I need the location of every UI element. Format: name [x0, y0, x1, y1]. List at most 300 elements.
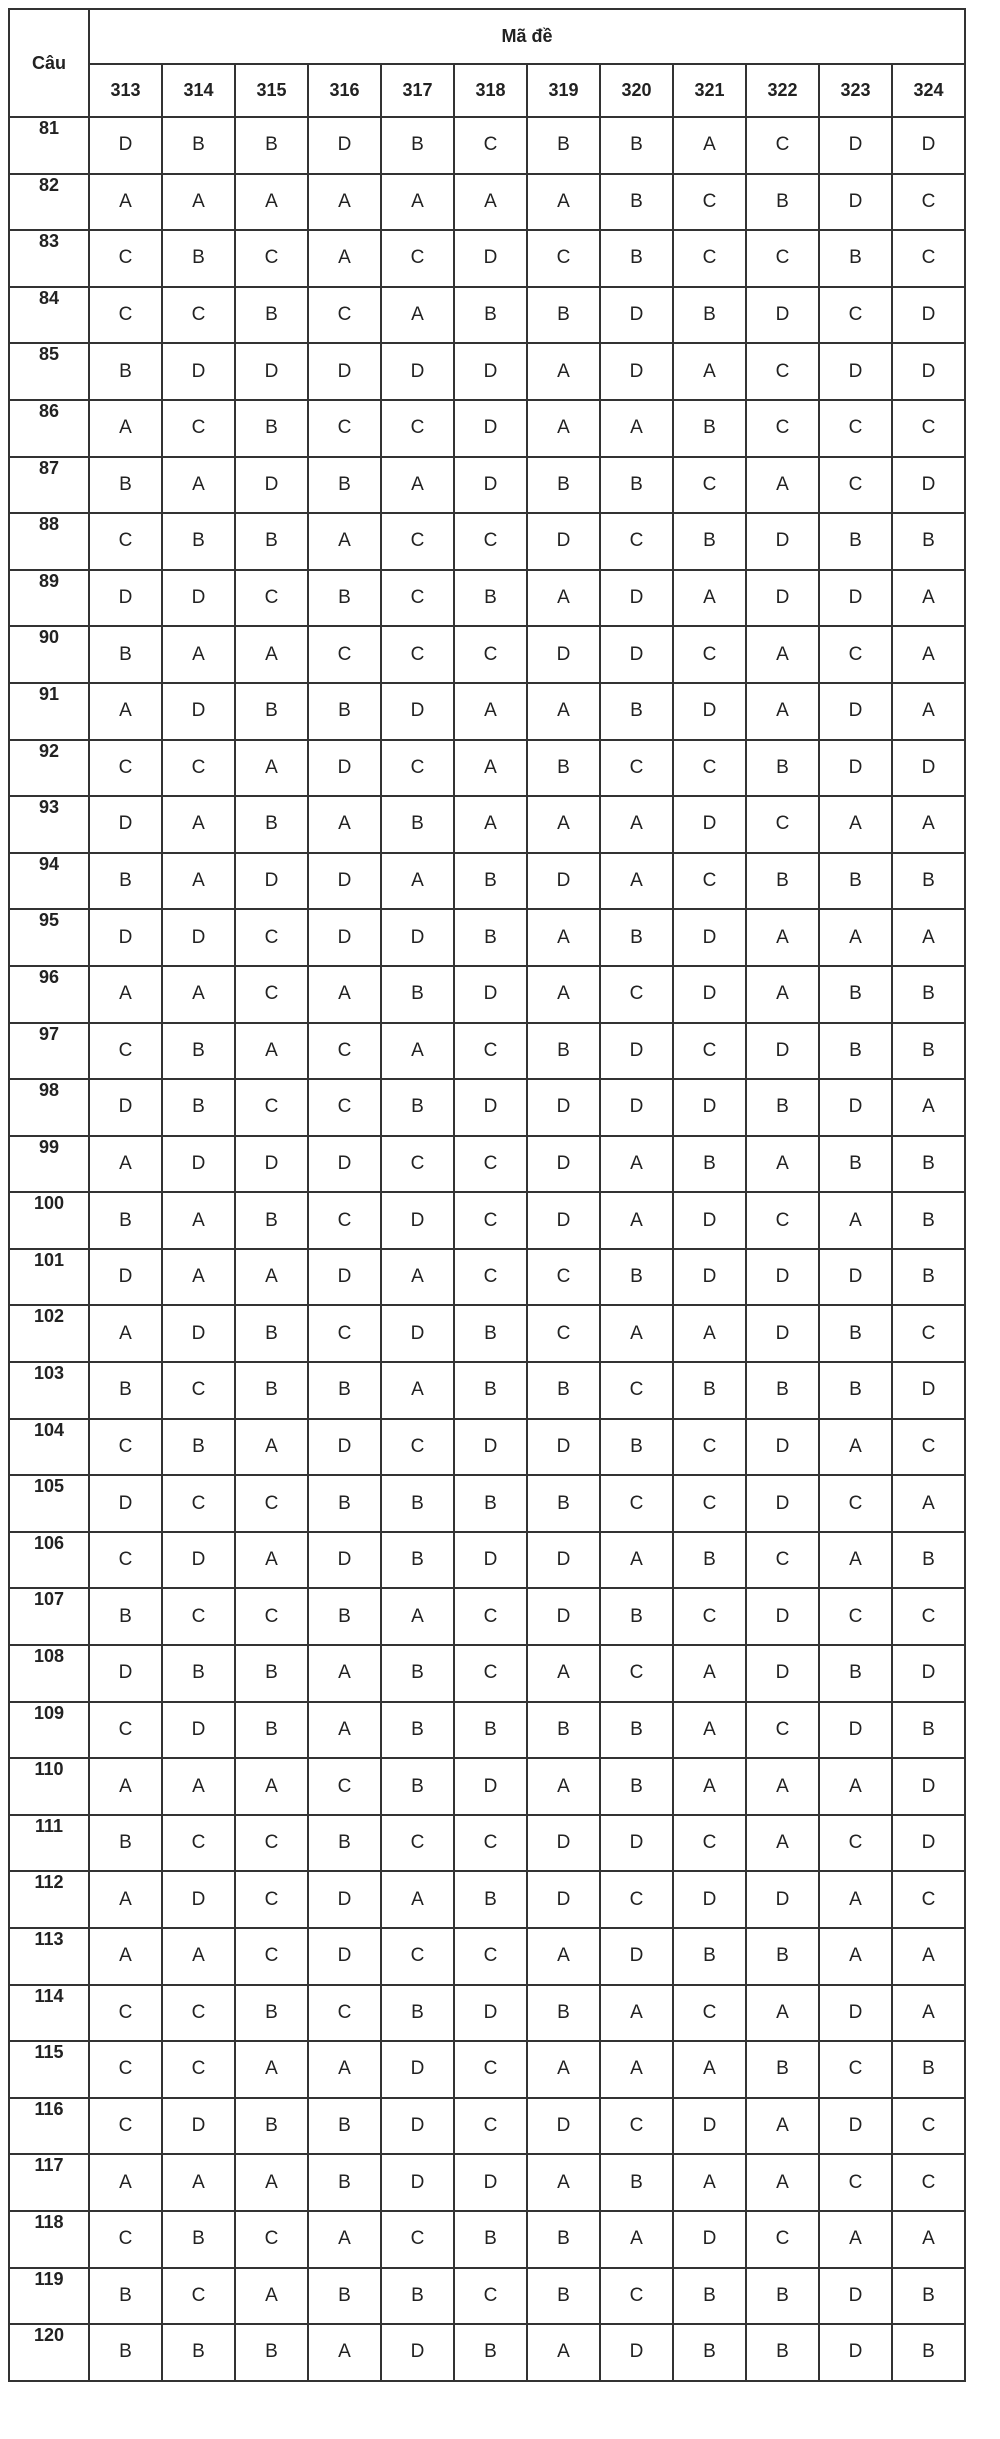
answer-cell: A [673, 1645, 746, 1702]
answer-cell: B [454, 570, 527, 627]
answer-cell: C [746, 1532, 819, 1589]
answer-cell: D [892, 1645, 965, 1702]
answer-cell: B [308, 1475, 381, 1532]
answer-cell: B [600, 1702, 673, 1759]
answer-cell: A [892, 1985, 965, 2042]
answer-cell: A [89, 1305, 162, 1362]
answer-cell: A [381, 853, 454, 910]
answer-cell: B [235, 400, 308, 457]
answer-cell: B [892, 1249, 965, 1306]
answer-cell: D [600, 343, 673, 400]
answer-cell: C [746, 400, 819, 457]
answer-cell: D [308, 1928, 381, 1985]
answer-cell: B [89, 1192, 162, 1249]
answer-cell: C [673, 1419, 746, 1476]
answer-cell: D [308, 343, 381, 400]
answer-cell: B [527, 1702, 600, 1759]
answer-cell: D [527, 1588, 600, 1645]
table-row [9, 400, 965, 457]
question-number: 112 [9, 1871, 89, 1928]
answer-cell: B [892, 1532, 965, 1589]
answer-cell: A [673, 1305, 746, 1362]
answer-cell: B [892, 2041, 965, 2098]
answer-cell: B [892, 2268, 965, 2325]
table-row [9, 513, 965, 570]
answer-cell: D [381, 2098, 454, 2155]
answer-cell: C [162, 1362, 235, 1419]
answer-cell: B [89, 1362, 162, 1419]
answer-cell: A [600, 796, 673, 853]
answer-cell: A [673, 117, 746, 174]
answer-cell: C [746, 343, 819, 400]
answer-cell: B [162, 513, 235, 570]
answer-cell: A [673, 1702, 746, 1759]
answer-cell: D [673, 796, 746, 853]
table-row [9, 683, 965, 740]
answer-cell: B [235, 1192, 308, 1249]
answer-cell: B [527, 457, 600, 514]
answer-cell: C [819, 2041, 892, 2098]
answer-cell: A [819, 1192, 892, 1249]
answer-cell: B [600, 1758, 673, 1815]
answer-cell: A [89, 966, 162, 1023]
question-number: 93 [9, 796, 89, 853]
answer-cell: A [308, 2211, 381, 2268]
exam-code-row [9, 64, 965, 118]
answer-cell: B [600, 909, 673, 966]
question-number: 102 [9, 1305, 89, 1362]
exam-code-324: 324 [892, 64, 965, 118]
answer-cell: B [454, 2324, 527, 2381]
answer-cell: D [527, 513, 600, 570]
answer-cell: B [892, 1136, 965, 1193]
answer-cell: D [308, 909, 381, 966]
answer-cell: D [381, 1305, 454, 1362]
answer-cell: D [892, 740, 965, 797]
exam-code-header: Mã đề [89, 9, 965, 64]
answer-cell: A [746, 683, 819, 740]
answer-cell: D [308, 1419, 381, 1476]
answer-cell: B [89, 1588, 162, 1645]
answer-cell: B [235, 1702, 308, 1759]
table-row [9, 287, 965, 344]
answer-cell: D [454, 2154, 527, 2211]
answer-cell: C [454, 117, 527, 174]
answer-cell: B [162, 1645, 235, 1702]
answer-cell: C [89, 287, 162, 344]
answer-cell: A [308, 174, 381, 231]
question-number: 108 [9, 1645, 89, 1702]
answer-cell: A [673, 1758, 746, 1815]
table-row [9, 1362, 965, 1419]
answer-cell: C [381, 1928, 454, 1985]
answer-cell: B [235, 2324, 308, 2381]
answer-cell: C [819, 2154, 892, 2211]
answer-cell: B [162, 1419, 235, 1476]
answer-cell: B [746, 740, 819, 797]
table-row [9, 966, 965, 1023]
answer-key-container [8, 8, 966, 2382]
answer-cell: D [381, 909, 454, 966]
answer-cell: A [527, 174, 600, 231]
answer-cell: A [673, 570, 746, 627]
answer-cell: B [381, 2268, 454, 2325]
answer-cell: B [892, 2324, 965, 2381]
answer-cell: B [527, 2268, 600, 2325]
answer-cell: C [381, 400, 454, 457]
answer-cell: C [892, 2098, 965, 2155]
answer-cell: C [527, 1305, 600, 1362]
answer-cell: A [746, 909, 819, 966]
answer-cell: B [381, 1702, 454, 1759]
question-number: 84 [9, 287, 89, 344]
answer-cell: D [892, 457, 965, 514]
answer-cell: A [673, 2154, 746, 2211]
question-number: 114 [9, 1985, 89, 2042]
answer-cell: C [600, 1362, 673, 1419]
answer-cell: A [527, 966, 600, 1023]
answer-cell: B [454, 909, 527, 966]
answer-cell: C [892, 1305, 965, 1362]
answer-cell: B [819, 853, 892, 910]
table-row [9, 1419, 965, 1476]
answer-cell: A [527, 570, 600, 627]
answer-cell: D [89, 117, 162, 174]
answer-rows [9, 117, 965, 2381]
answer-cell: D [454, 1758, 527, 1815]
answer-cell: C [162, 1588, 235, 1645]
answer-cell: D [527, 1532, 600, 1589]
answer-cell: C [527, 230, 600, 287]
answer-cell: C [162, 287, 235, 344]
table-row [9, 1532, 965, 1589]
answer-cell: D [454, 966, 527, 1023]
answer-cell: D [673, 966, 746, 1023]
answer-cell: A [746, 626, 819, 683]
answer-cell: B [819, 1136, 892, 1193]
answer-cell: C [381, 2211, 454, 2268]
answer-cell: C [162, 2268, 235, 2325]
answer-cell: D [892, 287, 965, 344]
answer-cell: A [89, 174, 162, 231]
exam-code-322: 322 [746, 64, 819, 118]
answer-cell: B [600, 1419, 673, 1476]
answer-cell: C [89, 2211, 162, 2268]
answer-cell: D [600, 1815, 673, 1872]
answer-cell: B [308, 683, 381, 740]
table-row [9, 2041, 965, 2098]
table-row [9, 1645, 965, 1702]
answer-cell: A [162, 853, 235, 910]
answer-cell: C [308, 1079, 381, 1136]
answer-cell: C [381, 230, 454, 287]
answer-cell: C [308, 287, 381, 344]
answer-cell: B [235, 796, 308, 853]
question-number: 91 [9, 683, 89, 740]
answer-cell: A [819, 1871, 892, 1928]
answer-cell: D [600, 287, 673, 344]
answer-cell: C [308, 1985, 381, 2042]
answer-cell: B [819, 230, 892, 287]
answer-cell: B [89, 626, 162, 683]
answer-cell: A [746, 1758, 819, 1815]
question-number: 101 [9, 1249, 89, 1306]
question-number: 106 [9, 1532, 89, 1589]
answer-cell: D [600, 2324, 673, 2381]
answer-cell: D [162, 909, 235, 966]
exam-code-320: 320 [600, 64, 673, 118]
answer-cell: B [235, 2098, 308, 2155]
answer-cell: C [819, 1475, 892, 1532]
answer-cell: A [819, 1419, 892, 1476]
answer-cell: B [381, 117, 454, 174]
answer-cell: B [89, 343, 162, 400]
answer-cell: C [746, 1192, 819, 1249]
answer-cell: A [308, 966, 381, 1023]
answer-cell: C [673, 1985, 746, 2042]
answer-cell: C [527, 1249, 600, 1306]
table-row [9, 1871, 965, 1928]
answer-cell: C [673, 1023, 746, 1080]
answer-cell: B [162, 230, 235, 287]
answer-cell: A [819, 909, 892, 966]
answer-cell: A [89, 400, 162, 457]
table-row [9, 1192, 965, 1249]
answer-cell: B [673, 2268, 746, 2325]
answer-cell: A [746, 1815, 819, 1872]
answer-cell: C [308, 1192, 381, 1249]
answer-cell: D [527, 1815, 600, 1872]
answer-cell: A [600, 853, 673, 910]
answer-cell: A [673, 343, 746, 400]
answer-cell: A [89, 1136, 162, 1193]
answer-cell: A [381, 457, 454, 514]
answer-cell: C [454, 2098, 527, 2155]
answer-key-table [8, 8, 966, 2382]
answer-cell: C [892, 1588, 965, 1645]
answer-cell: D [308, 1532, 381, 1589]
answer-cell: B [527, 1985, 600, 2042]
answer-cell: A [381, 1362, 454, 1419]
answer-cell: D [527, 853, 600, 910]
answer-cell: A [527, 400, 600, 457]
answer-cell: D [162, 683, 235, 740]
exam-code-317: 317 [381, 64, 454, 118]
answer-cell: C [381, 1419, 454, 1476]
answer-cell: B [308, 570, 381, 627]
answer-cell: C [892, 2154, 965, 2211]
answer-cell: D [308, 1871, 381, 1928]
answer-cell: B [819, 1362, 892, 1419]
answer-cell: B [162, 2324, 235, 2381]
answer-cell: A [819, 1758, 892, 1815]
question-column-header: Câu [9, 9, 89, 117]
answer-cell: D [746, 513, 819, 570]
answer-cell: D [235, 1136, 308, 1193]
answer-cell: D [673, 909, 746, 966]
answer-cell: A [235, 1419, 308, 1476]
answer-cell: B [673, 513, 746, 570]
answer-cell: D [600, 1079, 673, 1136]
answer-cell: D [381, 2041, 454, 2098]
answer-cell: C [673, 740, 746, 797]
answer-cell: A [892, 1475, 965, 1532]
answer-cell: D [746, 1475, 819, 1532]
answer-cell: D [162, 2098, 235, 2155]
question-number: 86 [9, 400, 89, 457]
answer-cell: A [89, 683, 162, 740]
answer-cell: B [673, 287, 746, 344]
answer-cell: A [746, 1136, 819, 1193]
answer-cell: D [527, 1419, 600, 1476]
answer-cell: B [746, 2268, 819, 2325]
question-number: 87 [9, 457, 89, 514]
answer-cell: A [235, 626, 308, 683]
answer-cell: D [673, 1871, 746, 1928]
answer-cell: D [673, 2098, 746, 2155]
answer-cell: A [892, 796, 965, 853]
question-number: 109 [9, 1702, 89, 1759]
question-number: 110 [9, 1758, 89, 1815]
table-row [9, 2154, 965, 2211]
answer-cell: A [308, 2041, 381, 2098]
answer-cell: C [454, 1192, 527, 1249]
answer-cell: C [600, 740, 673, 797]
answer-cell: C [89, 1702, 162, 1759]
answer-cell: A [162, 457, 235, 514]
answer-cell: B [673, 400, 746, 457]
answer-cell: A [600, 2041, 673, 2098]
answer-cell: D [819, 343, 892, 400]
answer-cell: D [819, 1985, 892, 2042]
table-row [9, 2268, 965, 2325]
answer-cell: B [746, 1928, 819, 1985]
answer-cell: A [235, 740, 308, 797]
question-number: 105 [9, 1475, 89, 1532]
answer-cell: B [308, 1588, 381, 1645]
answer-cell: A [527, 683, 600, 740]
question-number: 107 [9, 1588, 89, 1645]
answer-cell: D [162, 1702, 235, 1759]
answer-cell: D [527, 2098, 600, 2155]
answer-cell: A [892, 626, 965, 683]
answer-cell: C [235, 1871, 308, 1928]
answer-cell: A [600, 1532, 673, 1589]
answer-cell: C [381, 740, 454, 797]
table-row [9, 1985, 965, 2042]
question-number: 100 [9, 1192, 89, 1249]
answer-cell: C [892, 174, 965, 231]
answer-cell: D [892, 343, 965, 400]
table-row [9, 457, 965, 514]
answer-cell: C [673, 853, 746, 910]
answer-cell: B [235, 1362, 308, 1419]
answer-cell: A [600, 1192, 673, 1249]
answer-cell: A [162, 174, 235, 231]
table-row [9, 174, 965, 231]
answer-cell: B [527, 740, 600, 797]
answer-cell: C [162, 400, 235, 457]
answer-cell: C [673, 230, 746, 287]
answer-cell: B [381, 1475, 454, 1532]
question-number: 103 [9, 1362, 89, 1419]
answer-cell: D [746, 1588, 819, 1645]
exam-code-315: 315 [235, 64, 308, 118]
answer-cell: B [892, 853, 965, 910]
answer-cell: D [162, 570, 235, 627]
answer-cell: D [162, 1871, 235, 1928]
exam-code-321: 321 [673, 64, 746, 118]
answer-cell: B [600, 230, 673, 287]
answer-cell: B [454, 1702, 527, 1759]
answer-cell: B [673, 2324, 746, 2381]
answer-cell: D [892, 1815, 965, 1872]
answer-cell: A [454, 174, 527, 231]
answer-cell: C [673, 174, 746, 231]
table-row [9, 909, 965, 966]
answer-cell: D [454, 1079, 527, 1136]
answer-cell: B [600, 457, 673, 514]
answer-cell: C [819, 1815, 892, 1872]
answer-cell: C [746, 1702, 819, 1759]
table-row [9, 343, 965, 400]
answer-cell: C [89, 740, 162, 797]
answer-cell: D [162, 1136, 235, 1193]
table-row [9, 1758, 965, 1815]
answer-cell: C [819, 457, 892, 514]
answer-cell: C [819, 626, 892, 683]
answer-cell: B [162, 117, 235, 174]
answer-cell: C [454, 2268, 527, 2325]
answer-cell: C [381, 513, 454, 570]
answer-cell: A [235, 2041, 308, 2098]
table-row [9, 117, 965, 174]
answer-cell: A [162, 2154, 235, 2211]
answer-cell: D [746, 1419, 819, 1476]
answer-cell: C [89, 1532, 162, 1589]
answer-cell: C [454, 1023, 527, 1080]
answer-cell: D [454, 230, 527, 287]
answer-cell: B [235, 513, 308, 570]
answer-cell: D [819, 740, 892, 797]
answer-cell: D [746, 1871, 819, 1928]
answer-cell: B [308, 2154, 381, 2211]
answer-cell: C [235, 570, 308, 627]
answer-cell: A [89, 2154, 162, 2211]
answer-cell: A [746, 2154, 819, 2211]
answer-cell: A [308, 796, 381, 853]
answer-cell: C [746, 2211, 819, 2268]
answer-cell: C [673, 626, 746, 683]
answer-cell: B [600, 117, 673, 174]
answer-cell: A [527, 796, 600, 853]
answer-cell: A [892, 1079, 965, 1136]
answer-cell: B [746, 1362, 819, 1419]
answer-cell: C [89, 2098, 162, 2155]
exam-code-316: 316 [308, 64, 381, 118]
answer-cell: B [746, 853, 819, 910]
answer-cell: C [673, 1588, 746, 1645]
answer-cell: D [819, 174, 892, 231]
answer-cell: B [527, 2211, 600, 2268]
answer-cell: D [746, 1023, 819, 1080]
answer-cell: A [381, 1871, 454, 1928]
answer-cell: B [600, 174, 673, 231]
question-number: 119 [9, 2268, 89, 2325]
table-row [9, 2324, 965, 2381]
answer-cell: D [381, 2154, 454, 2211]
answer-cell: A [600, 400, 673, 457]
